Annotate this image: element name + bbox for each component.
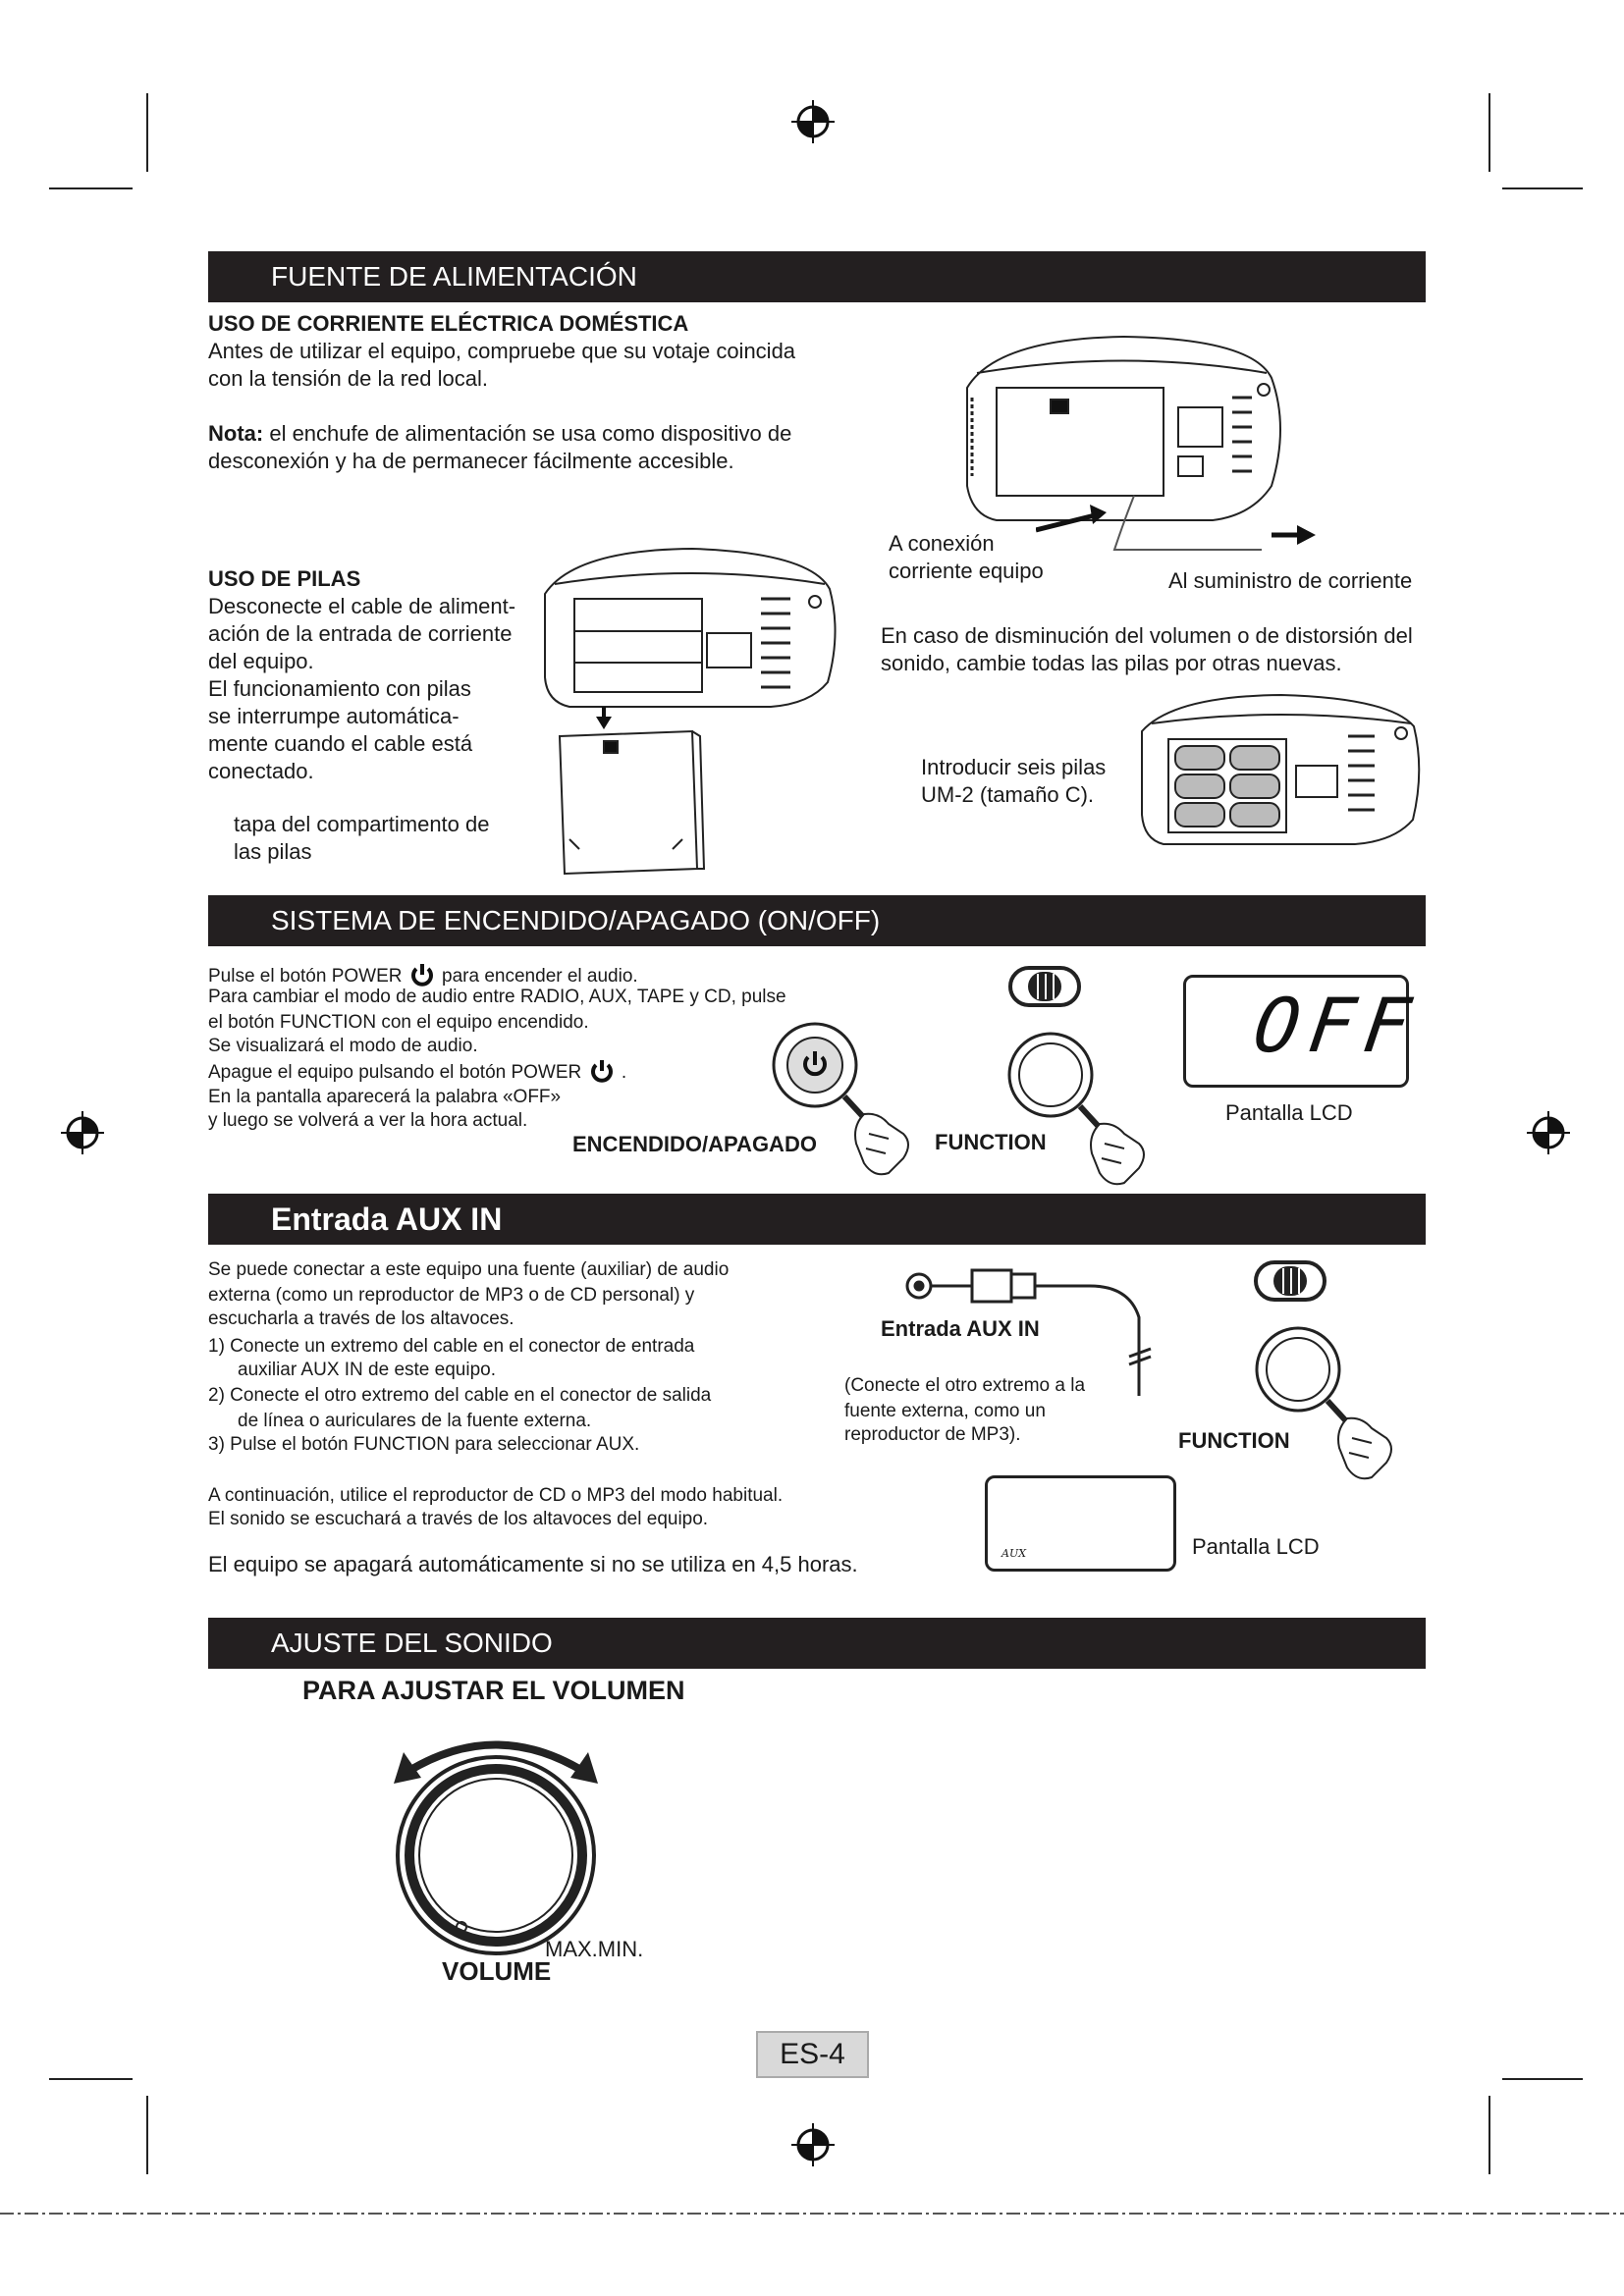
lcd-display — [1183, 975, 1426, 1088]
aux-continue-line: El sonido se escuchará a través de los altavoces del equipo. — [208, 1509, 709, 1529]
insert-batteries-line: Introducir seis pilas — [921, 755, 1107, 779]
note-line — [208, 420, 791, 448]
battery-text-line: conectado. — [208, 759, 314, 783]
aux-line: 3) Pulse el botón FUNCTION para seleccionar AUX. — [208, 1434, 640, 1455]
battery-text-line: del equipo. — [208, 649, 314, 673]
battery-text-line: ación de la entrada de corriente — [208, 621, 513, 646]
label-connection-line: A conexión — [889, 531, 995, 556]
function-label: FUNCTION — [1178, 1428, 1290, 1453]
on-off-line — [208, 962, 638, 988]
note-text: el enchufe de alimentación se usa como dispositivo de — [263, 421, 792, 446]
on-off-line: En la pantalla aparecerá la palabra «OFF» — [208, 1087, 562, 1107]
aux-line: de línea o auriculares de la fuente externa. — [238, 1411, 592, 1431]
battery-heading: USO DE PILAS — [208, 566, 361, 591]
aux-line: 2) Conecte el otro extremo del cable en el conector de salida — [208, 1385, 712, 1406]
battery-cover-label-line: tapa del compartimento de — [234, 812, 490, 836]
page-number: ES-4 — [756, 2031, 869, 2078]
mains-text-line: con la tensión de la red local. — [208, 366, 488, 391]
aux-line: escucharla a través de los altavoces. — [208, 1308, 514, 1329]
on-off-text: . — [621, 1062, 627, 1083]
registration-mark-icon — [1527, 1111, 1570, 1154]
power-icon — [409, 962, 435, 988]
power-button-label: ENCENDIDO/APAGADO — [572, 1132, 817, 1156]
section-title-aux: Entrada AUX IN — [208, 1194, 1426, 1245]
section-title-sound: AJUSTE DEL SONIDO — [208, 1618, 1426, 1669]
battery-insert-illustration — [1134, 692, 1429, 849]
note-label: Nota: — [208, 421, 264, 446]
registration-mark-icon — [61, 1111, 104, 1154]
mains-heading: USO DE CORRIENTE ELÉCTRICA DOMÉSTICA — [208, 311, 689, 336]
aux-line: externa (como un reproductor de MP3 o de CD personal) y — [208, 1285, 695, 1306]
on-off-line: Se visualizará el modo de audio. — [208, 1036, 478, 1056]
battery-compartment-illustration — [535, 545, 839, 883]
registration-mark-icon — [791, 100, 835, 143]
power-cord-arrow-icon — [1036, 491, 1330, 569]
function-switch-icon — [1252, 1256, 1330, 1306]
battery-text-line: Desconecte el cable de aliment- — [208, 594, 516, 618]
on-off-line: Para cambiar el modo de audio entre RADIO, AUX, TAPE y CD, pulse — [208, 987, 786, 1007]
on-off-line: el botón FUNCTION con el equipo encendido. — [208, 1012, 589, 1033]
lcd-label: Pantalla LCD — [1192, 1534, 1320, 1559]
aux-continue-line: A continuación, utilice el reproductor de CD o MP3 del modo habitual. — [208, 1485, 784, 1506]
label-supply: Al suministro de corriente — [1168, 568, 1413, 593]
section-title-on-off: SISTEMA DE ENCENDIDO/APAGADO (ON/OFF) — [208, 895, 1426, 946]
on-off-line — [208, 1058, 626, 1085]
function-button-press-illustration — [1249, 1320, 1406, 1487]
on-off-text: para encender el audio. — [442, 966, 638, 987]
aux-auto-off: El equipo se apagará automáticamente si no se utiliza en 4,5 horas. — [208, 1552, 858, 1576]
volume-heading: PARA AJUSTAR EL VOLUMEN — [302, 1676, 685, 1705]
low-volume-text-line: sonido, cambie todas las pilas por otras nuevas. — [881, 651, 1342, 675]
insert-batteries-line: UM-2 (tamaño C). — [921, 782, 1095, 807]
lcd-display — [985, 1475, 1176, 1572]
low-volume-text-line: En caso de disminución del volumen o de distorsión del — [881, 623, 1413, 648]
function-switch-icon — [1006, 962, 1085, 1011]
battery-cover-label-line: las pilas — [234, 839, 312, 864]
note-text-line: desconexión y ha de permanecer fácilmente accesible. — [208, 449, 734, 473]
aux-other-end-line: reproductor de MP3). — [844, 1424, 1021, 1445]
registration-mark-icon — [791, 2123, 835, 2166]
on-off-text: Pulse el botón POWER — [208, 966, 403, 987]
aux-other-end-line: (Conecte el otro extremo a la — [844, 1375, 1086, 1396]
power-button-press-illustration — [766, 1016, 923, 1183]
power-icon — [589, 1058, 615, 1084]
lcd-text: OFF — [1248, 982, 1426, 1069]
lcd-label: Pantalla LCD — [1225, 1100, 1353, 1125]
battery-text-line: El funcionamiento con pilas — [208, 676, 471, 701]
aux-line: Se puede conectar a este equipo una fuente (auxiliar) de audio — [208, 1259, 730, 1280]
volume-knob-icon — [378, 1723, 614, 1958]
volume-label: VOLUME — [442, 1956, 552, 1986]
aux-line: auxiliar AUX IN de este equipo. — [238, 1360, 496, 1380]
aux-other-end-line: fuente externa, como un — [844, 1401, 1046, 1421]
mains-text-line: Antes de utilizar el equipo, compruebe que su votaje coincida — [208, 339, 796, 363]
battery-text-line: mente cuando el cable está — [208, 731, 473, 756]
function-label: FUNCTION — [935, 1130, 1047, 1154]
label-connection-line: corriente equipo — [889, 559, 1044, 583]
lcd-small-text: AUX — [1001, 1547, 1027, 1560]
on-off-text: Apague el equipo pulsando el botón POWER — [208, 1062, 582, 1083]
section-title-power-supply: FUENTE DE ALIMENTACIÓN — [208, 251, 1426, 302]
function-button-press-illustration — [1001, 1026, 1159, 1193]
aux-line: 1) Conecte un extremo del cable en el conector de entrada — [208, 1336, 695, 1357]
aux-in-label: Entrada AUX IN — [881, 1316, 1040, 1341]
on-off-line: y luego se volverá a ver la hora actual. — [208, 1110, 528, 1131]
volume-maxmin-label: MAX.MIN. — [545, 1937, 644, 1961]
battery-text-line: se interrumpe automática- — [208, 704, 460, 728]
